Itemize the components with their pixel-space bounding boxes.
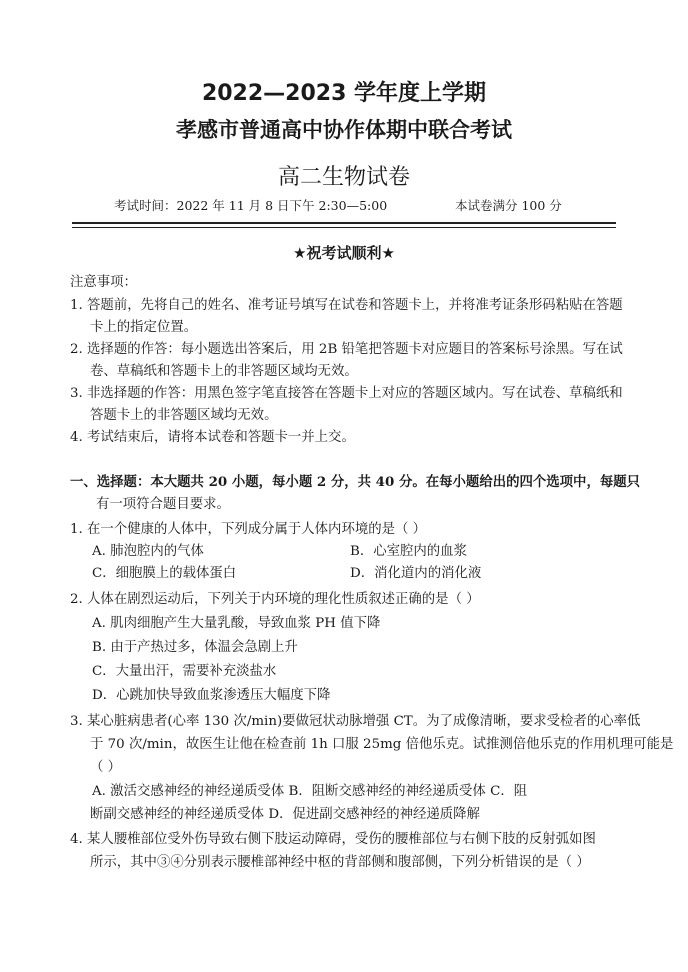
q1-option-b: B．心室腔内的血浆 (350, 544, 467, 559)
header-rule-thick (72, 222, 616, 224)
section-heading: 一、选择题：本大题共 20 小题，每小题 2 分，共 40 分。在每小题给出的四个选项中，每题只 (70, 474, 641, 490)
exam-name-title: 孝感市普通高中协作体期中联合考试 (176, 118, 512, 142)
subject-title: 高二生物试卷 (277, 165, 410, 190)
notice-line: 1. 答题前，先将自己的姓名、准考证号填写在试卷和答题卡上，并将准考证条形码粘贴在答题 (70, 298, 623, 313)
q2-option-d: D．心跳加快导致血浆渗透压大幅度下降 (92, 688, 331, 703)
good-luck-banner: ★祝考试顺利★ (293, 244, 395, 262)
question-4-stem-cont: 所示，其中③④分别表示腰椎部神经中枢的背部侧和腹部侧，下列分析错误的是（ ） (90, 855, 590, 870)
notice-line: 2. 选择题的作答：每小题选出答案后，用 2B 铅笔把答题卡对应题目的答案标号涂黑。写在试 (70, 342, 623, 357)
notice-line: 3. 非选择题的作答：用黑色签字笔直接答在答题卡上对应的答题区域内。写在试卷、草稿纸和 (70, 386, 623, 401)
q3-answer-parens: （ ） (90, 760, 122, 775)
notice-line: 卷、草稿纸和答题卡上的非答题区域均无效。 (90, 364, 358, 379)
question-4-stem: 4. 某人腰椎部位受外伤导致右侧下肢运动障碍，受伤的腰椎部位与右侧下肢的反射弧如图 (70, 832, 596, 847)
q2-option-a: A. 肌肉细胞产生大量乳酸，导致血浆 PH 值下降 (92, 616, 381, 631)
q1-option-c: C．细胞膜上的载体蛋白 (92, 566, 237, 581)
q3-options-line-cont: 断副交感神经的神经递质受体 D．促进副交感神经的神经递质降解 (90, 807, 480, 822)
notice-title: 注意事项： (70, 275, 137, 290)
notice-line: 答题卡上的非答题区域均无效。 (90, 408, 278, 423)
q1-option-d: D．消化道内的消化液 (350, 566, 482, 581)
full-score: 本试卷满分 100 分 (455, 198, 562, 213)
question-1-stem: 1. 在一个健康的人体中，下列成分属于人体内环境的是（ ） (70, 522, 427, 537)
q3-options-line: A. 激活交感神经的神经递质受体 B．阻断交感神经的神经递质受体 C．阻 (92, 784, 528, 799)
exam-time: 考试时间：2022 年 11 月 8 日下午 2:30—5:00 (114, 198, 388, 213)
question-3-stem-cont: 于 70 次/min，故医生让他在检查前 1h 口服 25mg 倍他乐克。试推测倍他乐克的作用机理可能是 (90, 737, 674, 752)
notice-line: 4. 考试结束后，请将本试卷和答题卡一并上交。 (70, 430, 355, 445)
q1-option-a: A. 肺泡腔内的气体 (92, 544, 204, 559)
header-rule-thin (72, 227, 616, 228)
notice-line: 卡上的指定位置。 (90, 320, 198, 335)
exam-year-title: 2022—2023 学年度上学期 (201, 81, 487, 106)
section-heading-cont: 有一项符合题目要求。 (96, 497, 230, 512)
q2-option-b: B. 由于产热过多，体温会急剧上升 (92, 640, 298, 655)
q2-option-c: C．大量出汗，需要补充淡盐水 (92, 664, 277, 679)
question-2-stem: 2. 人体在剧烈运动后，下列关于内环境的理化性质叙述正确的是（ ） (70, 592, 480, 607)
question-3-stem: 3. 某心脏病患者(心率 130 次/min)要做冠状动脉增强 CT。为了成像清晰，要求受检者的心率低 (70, 714, 641, 729)
